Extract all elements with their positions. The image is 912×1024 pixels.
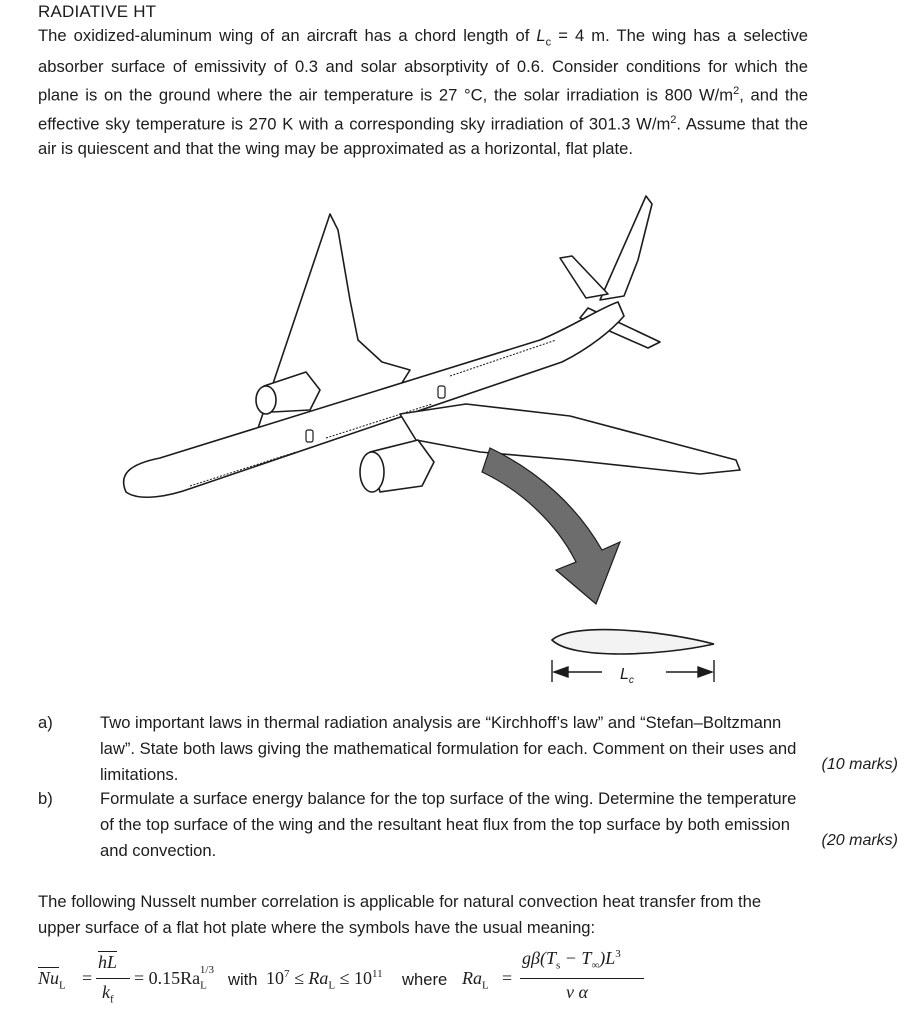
airfoil-section	[552, 630, 714, 654]
nusselt-symbol: $\overline{Nu}_L$	[38, 968, 66, 992]
question-marks: (10 marks)	[821, 756, 898, 773]
numerator: $\overline{hL}$	[98, 952, 118, 972]
question-text: Formulate a surface energy balance for the top surface of the wing. Determine the temperature of the top surface of the wing and the resultant heat flux from the top surface by both emission and convection.	[100, 789, 797, 860]
door-2	[438, 386, 445, 398]
rayleigh-symbol: $Ra_L$	[462, 968, 489, 992]
lower-wing	[400, 404, 740, 474]
section-heading: RADIATIVE HT	[38, 2, 157, 21]
chord-arrowhead-left	[554, 667, 568, 677]
fraction-bar	[96, 978, 130, 979]
question-b	[38, 786, 898, 866]
question-letter: a)	[38, 713, 53, 732]
lower-engine-intake	[360, 452, 384, 492]
fraction-bar	[520, 978, 644, 979]
vertical-tail	[600, 196, 652, 300]
correlation-intro: The following Nusselt number correlation is applicable for natural convection heat transfer from the upper surface of a flat hot plate where the symbols have the usual meaning:	[38, 892, 762, 937]
aircraft-wing-illustration	[100, 190, 760, 710]
tail-stabilizer-upper	[560, 256, 608, 298]
question-text: Two important laws in thermal radiation analysis are “Kirchhoff’s law” and “Stefan–Boltzmann law”. State both laws giving the mathematical formulation for each. Comment on their uses and limitations.	[100, 713, 797, 784]
chord-length-label: $L_c$	[620, 666, 634, 686]
question-marks: (20 marks)	[821, 832, 898, 849]
question-letter: b)	[38, 789, 53, 808]
equals-sign: =	[82, 968, 93, 988]
denominator: $k_f$	[102, 982, 114, 1006]
curved-arrow	[482, 448, 620, 604]
rayleigh-denominator: ν α	[566, 982, 588, 1002]
question-a	[38, 710, 898, 790]
door-1	[306, 430, 313, 442]
problem-statement: The oxidized-aluminum wing of an aircraft has a chord length of $L_c = 4$ m. The wing has a selective absorber surface of emissivity of 0.3 and solar absorptivity of 0.6. Consider conditions for which the plane is on the ground where the air temperature is 27 °C, the solar irradiation is 800 $W/m^2$, and the effective sky temperature is 270 K with a corresponding sky irradiation of 301.3 $W/m^2$. Assume that the air is quiescent and that the wing may be approximated as a horizontal, flat plate.	[38, 26, 809, 158]
where-label: where	[402, 970, 448, 989]
validity-range: $10^7 \le Ra_L \le 10^{11}$	[266, 968, 383, 992]
rayleigh-power: = $0.15Ra_L^{1/3}$	[134, 964, 214, 992]
chord-arrowhead-right	[698, 667, 712, 677]
nusselt-correlation	[38, 948, 718, 1018]
equals-sign: =	[502, 968, 513, 988]
with-label: with	[228, 970, 258, 989]
upper-engine-intake	[256, 386, 276, 414]
rayleigh-numerator: $g\beta(T_s - T_\infty)L^3$	[522, 948, 621, 972]
